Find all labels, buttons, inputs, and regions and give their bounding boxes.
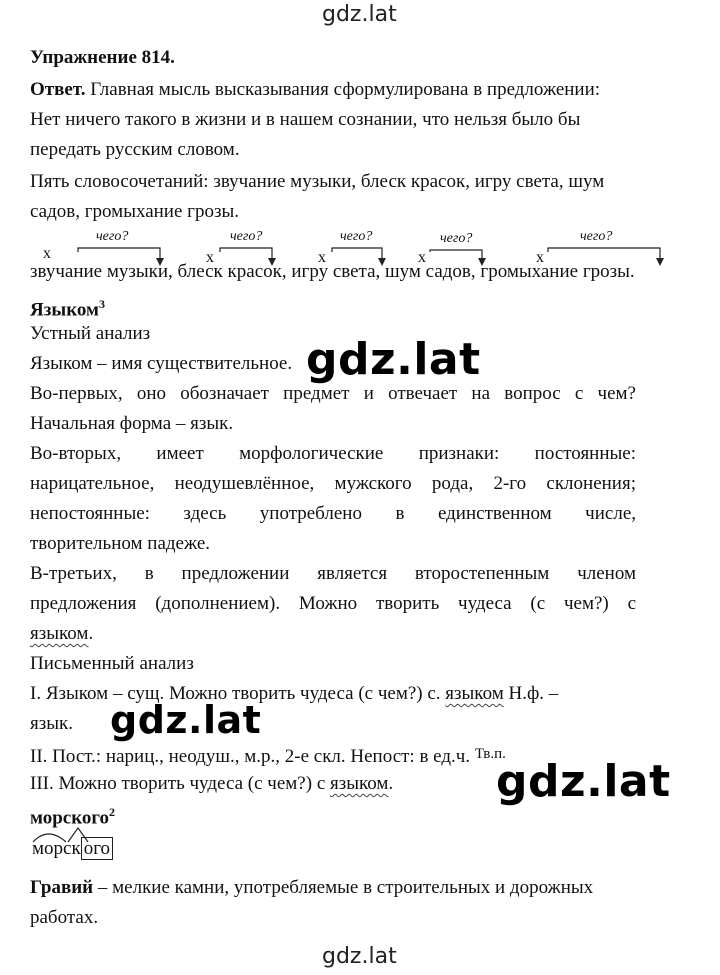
written-analysis-title: Письменный анализ [30,653,194,674]
written-line-3 [30,742,506,769]
oral-line-3: Начальная форма – язык. [30,413,234,434]
written-l3-tail: Тв.п. [474,746,506,762]
watermark-big-3: gdz.lat [496,756,671,807]
question-label: чего? [580,229,613,244]
oral-line-6: непостоянные: здесь употреблено в единственном числе, [30,503,636,524]
exercise-title: Упражнение 814. [30,47,175,68]
written-l3-text: II. Пост.: нариц., неодуш., м.р., 2-е скл. Непост: в ед.ч. [30,746,475,767]
word-title-yazykom [30,292,105,322]
gravel-line-2: работах. [30,907,99,928]
watermark-bottom: gdz.lat [322,944,397,969]
underlined-object-word: языком [445,683,504,704]
head-word-mark: х [206,249,214,266]
oral-line-9: предложения (дополнением). Можно творить чудеса (с чем?) с [30,593,636,614]
diagram-phrases-line: звучание музыки, блеск красок, игру света, шум садов, громыхание грозы. [30,261,635,282]
word-title-sup: 2 [109,805,116,819]
question-label: чего? [96,229,129,244]
written-line-2: язык. [30,713,73,734]
oral-line-2: Во-первых, оно обозначает предмет и отвечает на вопрос с чем? [30,383,636,404]
question-label: чего? [340,229,373,244]
written-line-4 [30,772,393,796]
oral-line-7: творительном падеже. [30,533,211,554]
written-l4-prefix: III. Можно творить чудеса (с чем?) с [30,773,331,794]
morpheme-root-prefix: мор [32,838,64,859]
morpheme-marks [30,822,130,844]
written-l1-suffix: Н.ф. – [503,683,559,704]
head-word-mark: х [536,249,544,266]
phrases-line-2: садов, громыхание грозы. [30,201,239,222]
watermark-big-2: gdz.lat [110,698,262,742]
punct: . [88,623,94,644]
head-word-mark: х [418,249,426,266]
oral-line-5: нарицательное, неодушевлённое, мужского рода, 2-го склонения; [30,473,636,494]
oral-line-4: Во-вторых, имеет морфологические признаки: постоянные: [30,443,636,464]
word-title-text: Языком [30,299,99,321]
morpheme-ending: ого [81,837,113,860]
word-title-text: морского [30,807,110,829]
underlined-object-word: языком [30,623,89,644]
underlined-object-word: языком [330,773,389,794]
gravel-term: Гравий [30,877,94,898]
suffix-mark [68,828,88,842]
oral-line-10 [30,622,93,646]
answer-label: Ответ. [30,79,86,100]
written-l1-prefix: I. Языком – сущ. Можно творить чудеса (с чем?) с. [30,683,446,704]
head-word-mark: х [43,245,51,262]
morpheme-suffix: ск [63,838,81,859]
question-label: чего? [230,229,263,244]
answer-line-2: Нет ничего такого в жизни и в нашем сознании, что нельзя было бы [30,109,581,130]
phrases-line-1: Пять словосочетаний: звучание музыки, блеск красок, игру света, шум [30,171,605,192]
written-l4-suffix: . [388,773,394,794]
question-label: чего? [440,231,473,246]
oral-line-8: В-третьих, в предложении является второстепенным членом [30,563,636,584]
root-arc [33,834,66,842]
answer-text: Главная мысль высказывания сформулирована в предложении: [85,79,601,100]
oral-analysis-title: Устный анализ [30,323,151,344]
gravel-line-1 [30,876,593,900]
gravel-definition: – мелкие камни, употребляемые в строительных и дорожных [93,877,594,898]
answer-line-3: передать русским словом. [30,139,240,160]
dependency-arrows [0,0,720,300]
head-word-mark: х [318,249,326,266]
word-title-sup: 3 [98,297,105,311]
watermark-top: gdz.lat [322,2,397,27]
watermark-big-1: gdz.lat [306,334,481,385]
oral-line-1: Языком – имя существительное. [30,353,293,374]
